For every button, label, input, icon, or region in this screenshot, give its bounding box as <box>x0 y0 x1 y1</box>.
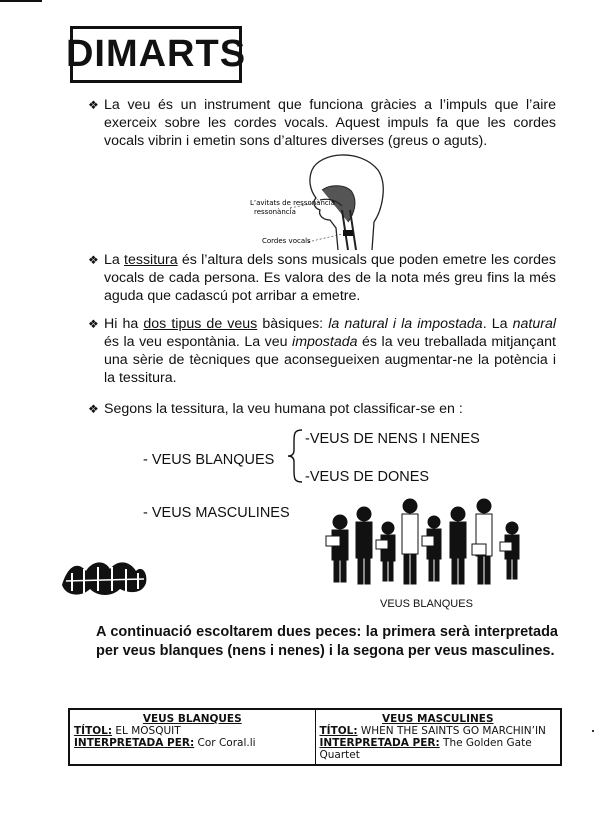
table-cell-left <box>69 709 315 765</box>
label-cavitats: L’avitats de ressonància <box>250 199 335 207</box>
choir-illustration <box>322 492 532 592</box>
music-notes-doodle <box>58 555 150 600</box>
songs-table <box>68 708 562 766</box>
bullet-voice-instrument <box>88 96 556 150</box>
right-performer-row: INTERPRETADA PER: The Golden Gate Quartet <box>319 737 532 761</box>
stray-mark <box>592 730 594 732</box>
diamond-bullet-icon: ❖ <box>88 98 99 112</box>
bullet-text: La tessitura és l’altura dels sons musicals que poden emetre les cordes vocals de cada persona. Es valora des de la nota més greu fins la més aguda que cadascú pot arribar a emetre. <box>104 252 556 304</box>
closing-paragraph: A continuació escoltarem dues peces: la primera serà interpretada per veus blanques (nens i nenes) i la segona per veus masculines. <box>96 624 558 659</box>
bullet-text: La veu és un instrument que funciona gràcies a l’impuls que l’aire exerceix sobre les cordes vocals. Aquest impuls fa que les cordes vocals vibrin i emetin sons d’altures diverses (greus o aguts). <box>104 97 556 149</box>
bullet-text: Hi ha dos tipus de veus bàsiques: la natural i la impostada. La natural és la veu espontània. La veu impostada és la veu treballada mitjançant una sèrie de tècniques que aconsegueixen augmentar-ne la potència i la tessitura. <box>104 316 557 386</box>
bullet-text: Segons la tessitura, la veu humana pot classificar-se en : <box>104 401 463 417</box>
diamond-bullet-icon: ❖ <box>88 317 99 331</box>
top-rule <box>0 0 42 2</box>
left-header: VEUS BLANQUES <box>142 713 242 725</box>
label-nens-nenes: -VEUS DE NENS I NENES <box>305 431 480 447</box>
right-title-row: TÍTOL: WHEN THE SAINTS GO MARCHIN’IN <box>319 725 546 737</box>
bullet-tessitura <box>88 251 556 305</box>
vocal-anatomy-illustration <box>250 150 390 250</box>
svg-text:ressonància: ressonància <box>254 208 296 216</box>
page-title-box <box>65 26 247 83</box>
right-header: VEUS MASCULINES <box>381 713 494 725</box>
table-cell-right <box>315 709 561 765</box>
image-caption: VEUS BLANQUES <box>380 598 473 610</box>
diamond-bullet-icon: ❖ <box>88 253 99 267</box>
curly-brace-icon <box>286 428 304 484</box>
bullet-classification <box>88 400 556 418</box>
diamond-bullet-icon: ❖ <box>88 402 99 416</box>
left-title-row: TÍTOL: EL MOSQUIT <box>74 725 181 737</box>
label-dones: -VEUS DE DONES <box>305 469 430 485</box>
label-veus-masculines: - VEUS MASCULINES <box>143 505 290 521</box>
bullet-voice-types <box>88 315 556 387</box>
left-performer-row: INTERPRETADA PER: Cor Coral.li <box>74 737 256 749</box>
label-veus-blanques: - VEUS BLANQUES <box>143 452 275 468</box>
page-title: DIMARTS <box>65 33 247 75</box>
label-cordes: Cordes vocals <box>262 237 311 245</box>
